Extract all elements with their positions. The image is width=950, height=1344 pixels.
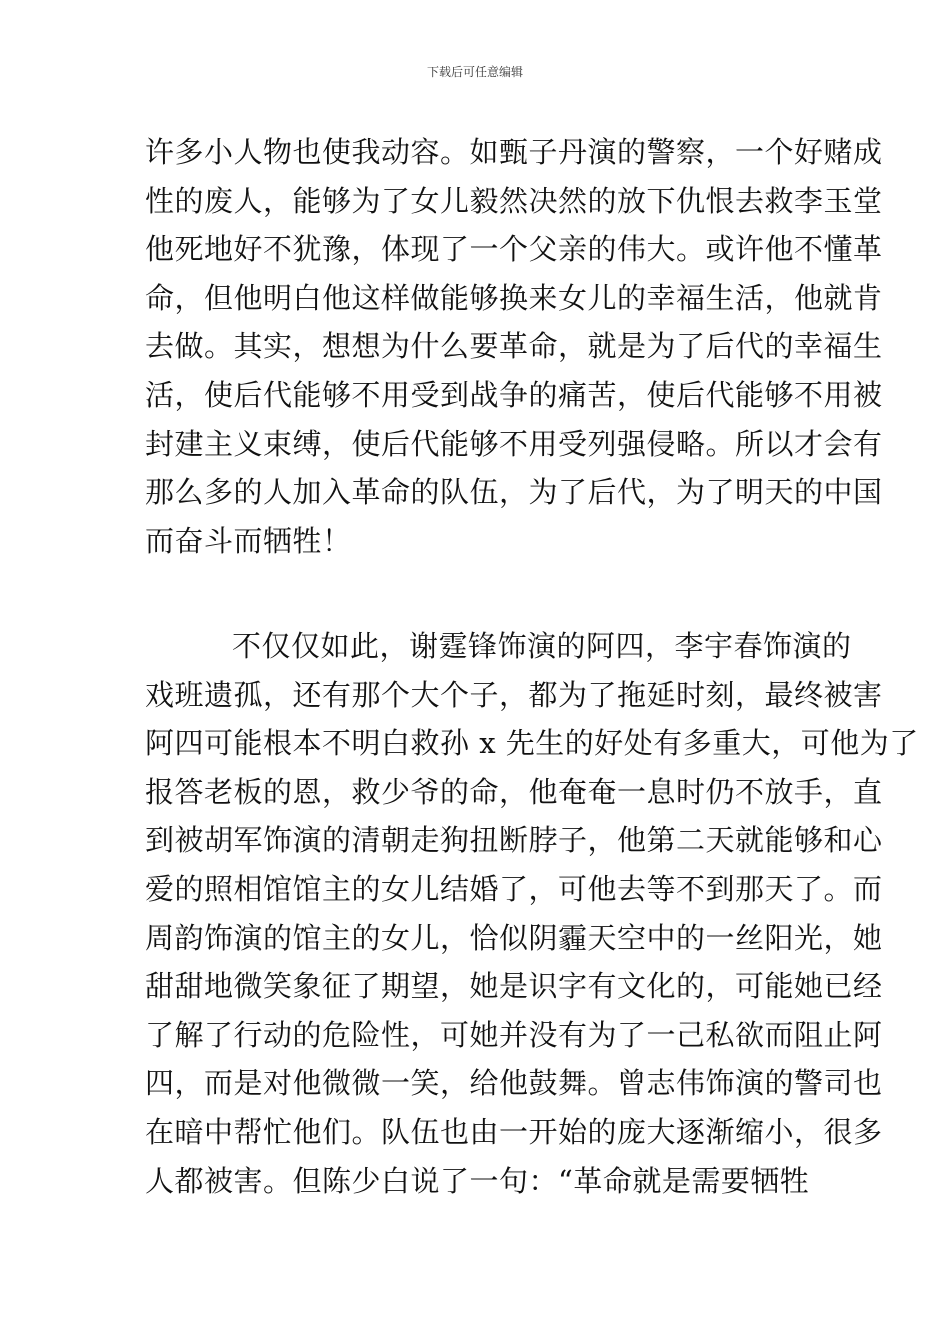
text-line: 甜甜地微笑象征了期望，她是识字有文化的，可能她已经 <box>145 969 883 1004</box>
text-line: 封建主义束缚，使后代能够不用受列强侵略。所以才会有 <box>145 426 883 461</box>
text-line: 去做。其实，想想为什么要革命，就是为了后代的幸福生 <box>145 329 883 364</box>
text-line: 周韵饰演的馆主的女儿，恰似阴霾天空中的一丝阳光，她 <box>145 920 883 955</box>
text-line: 那么多的人加入革命的队伍，为了后代，为了明天的中国 <box>145 475 883 510</box>
text-line: 不仅仅如此，谢霆锋饰演的阿四，李宇春饰演的 <box>232 629 852 663</box>
text-line: 他死地好不犹豫，体现了一个父亲的伟大。或许他不懂革 <box>145 232 883 267</box>
text-line: 而奋斗而牺牲！ <box>145 523 352 558</box>
text-line: 活，使后代能够不用受到战争的痛苦，使后代能够不用被 <box>145 377 883 412</box>
text-line: 爱的照相馆馆主的女儿结婚了，可他去等不到那天了。而 <box>145 871 883 906</box>
text-line: 许多小人物也使我动容。如甄子丹演的警察，一个好赌成 <box>145 135 883 169</box>
text-line: 在暗中帮忙他们。队伍也由一开始的庞大逐渐缩小，很多 <box>145 1114 883 1149</box>
page-header: 下载后可任意编辑 <box>426 65 523 79</box>
paragraph-1 <box>145 128 883 565</box>
text-line: 到被胡军饰演的清朝走狗扭断脖子，他第二天就能够和心 <box>145 823 883 858</box>
text-line: 人都被害。但陈少白说了一句：“革命就是需要牺牲 <box>145 1163 810 1198</box>
text-line: 性的废人，能够为了女儿毅然决然的放下仇恨去救李玉堂 <box>145 183 883 218</box>
text-line: 报答老板的恩，救少爷的命，他奄奄一息时仍不放手，直 <box>145 774 883 809</box>
text-line: 戏班遗孤，还有那个大个子，都为了拖延时刻，最终被害 <box>145 677 883 712</box>
text-line: 命，但他明白他这样做能够换来女儿的幸福生活，他就肯 <box>145 280 883 315</box>
text-line: 阿四可能根本不明白救孙 x 先生的好处有多重大，可他为了 <box>145 726 919 761</box>
paragraph-2 <box>145 622 919 1205</box>
text-line: 四，而是对他微微一笑，给他鼓舞。曾志伟饰演的警司也 <box>145 1066 883 1101</box>
text-line: 了解了行动的危险性，可她并没有为了一己私欲而阻止阿 <box>145 1017 883 1052</box>
